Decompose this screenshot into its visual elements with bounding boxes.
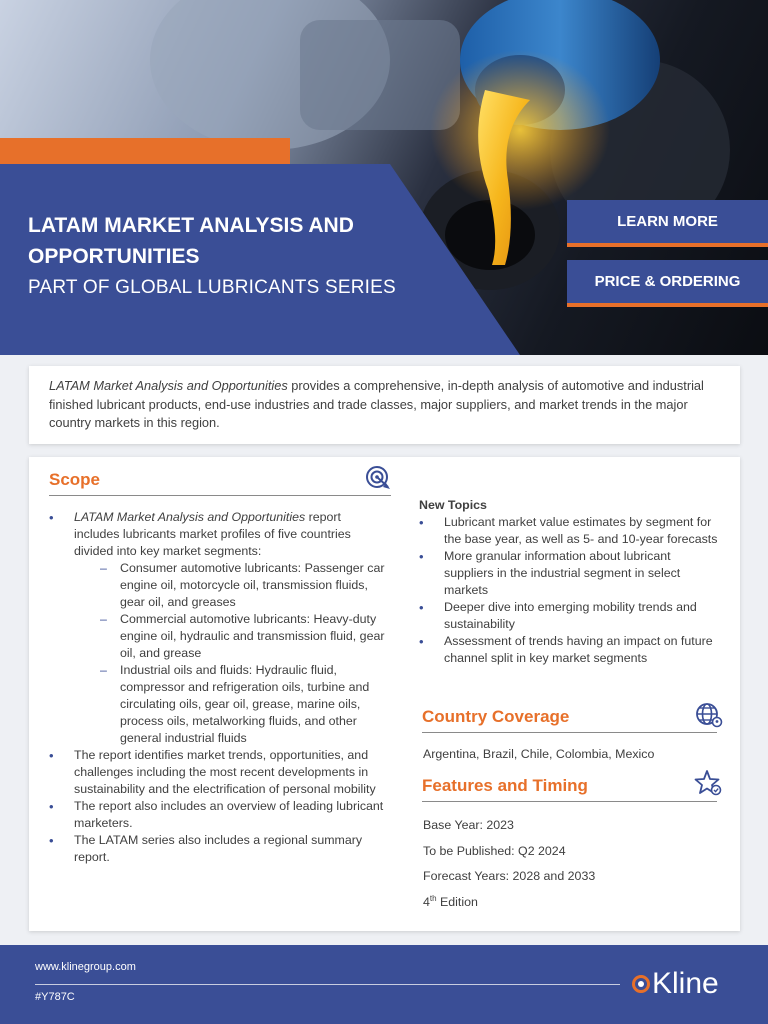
intro-report-name: LATAM Market Analysis and Opportunities	[49, 378, 288, 393]
scope-title: Scope	[49, 470, 101, 489]
price-ordering-button[interactable]: PRICE & ORDERING	[567, 260, 768, 307]
list-item: – Industrial oils and fluids: Hydraulic fluid, compressor and refrigeration oils, turbine and circulating oils, gear oil, grease, marine oils, process oils, metalworking fluids, and other general industrial fluids	[74, 662, 389, 747]
features-divider	[422, 801, 717, 802]
base-year: Base Year: 2023	[423, 818, 514, 832]
website-link[interactable]: www.klinegroup.com	[35, 961, 136, 973]
intro-text	[49, 377, 720, 433]
edition-number: 4	[423, 895, 430, 910]
list-item: • Lubricant market value estimates by segment for the base year, as well as 5- and 10-year forecasts	[419, 514, 719, 548]
document-code: #Y787C	[35, 991, 75, 1003]
list-item: • Assessment of trends having an impact on future channel split in key market segments	[419, 633, 719, 667]
learn-more-button[interactable]: LEARN MORE	[567, 200, 768, 247]
edition-suffix: th	[429, 894, 437, 903]
list-item: • The report identifies market trends, opportunities, and challenges including the most recent developments in sustainability and the electrification of personal mobility	[49, 747, 389, 798]
scope-report-name: LATAM Market Analysis and Opportunities	[74, 510, 306, 524]
scope-item-text: report includes lubricants market profiles of five countries divided into key market segments:	[74, 510, 351, 558]
hero-orange-stripe	[0, 138, 290, 164]
intro-card	[29, 366, 740, 444]
publish-date: To be Published: Q2 2024	[423, 844, 566, 858]
list-item: • Deeper dive into emerging mobility trends and sustainability	[419, 599, 719, 633]
list-item: • The report also includes an overview of leading lubricant marketers.	[49, 798, 389, 832]
edition-label: Edition	[436, 895, 478, 910]
kline-logo-icon	[632, 975, 650, 993]
kline-logo	[632, 967, 719, 1001]
kline-logo-text: Kline	[652, 967, 719, 1000]
scope-list	[49, 509, 389, 866]
list-item: • The LATAM series also includes a regional summary report.	[49, 832, 389, 866]
details-card	[29, 457, 740, 931]
list-item: – Commercial automotive lubricants: Heavy-duty engine oil, hydraulic and transmission fluid, gear oil, and grease	[74, 611, 389, 662]
footer	[0, 945, 768, 1024]
features-timing-title: Features and Timing	[422, 776, 588, 795]
globe-icon	[694, 700, 724, 730]
segment-list	[74, 560, 389, 747]
coverage-divider	[422, 732, 717, 733]
target-icon	[363, 462, 393, 492]
new-topics-list	[419, 514, 719, 667]
list-item	[49, 509, 389, 747]
country-coverage-title: Country Coverage	[422, 707, 570, 726]
list-item: • More granular information about lubricant suppliers in the industrial segment in select markets	[419, 548, 719, 599]
new-topics-title: New Topics	[419, 498, 487, 512]
forecast-years: Forecast Years: 2028 and 2033	[423, 869, 596, 883]
page-title: LATAM MARKET ANALYSIS AND OPPORTUNITIES	[28, 214, 354, 268]
scope-divider	[49, 495, 391, 496]
edition	[423, 894, 478, 909]
footer-divider	[35, 984, 620, 985]
intro-description: provides a comprehensive, in-depth analysis of automotive and industrial finished lubricant products, end-use industries and trade classes, major suppliers, and market trends in the major country markets in this region.	[49, 378, 704, 430]
star-icon	[693, 768, 723, 798]
hero-banner	[0, 0, 768, 355]
page-subtitle: PART OF GLOBAL LUBRICANTS SERIES	[28, 277, 396, 298]
country-coverage-text: Argentina, Brazil, Chile, Colombia, Mexico	[423, 747, 655, 761]
list-item: – Consumer automotive lubricants: Passenger car engine oil, motorcycle oil, transmission fluids, gear oil, and greases	[74, 560, 389, 611]
